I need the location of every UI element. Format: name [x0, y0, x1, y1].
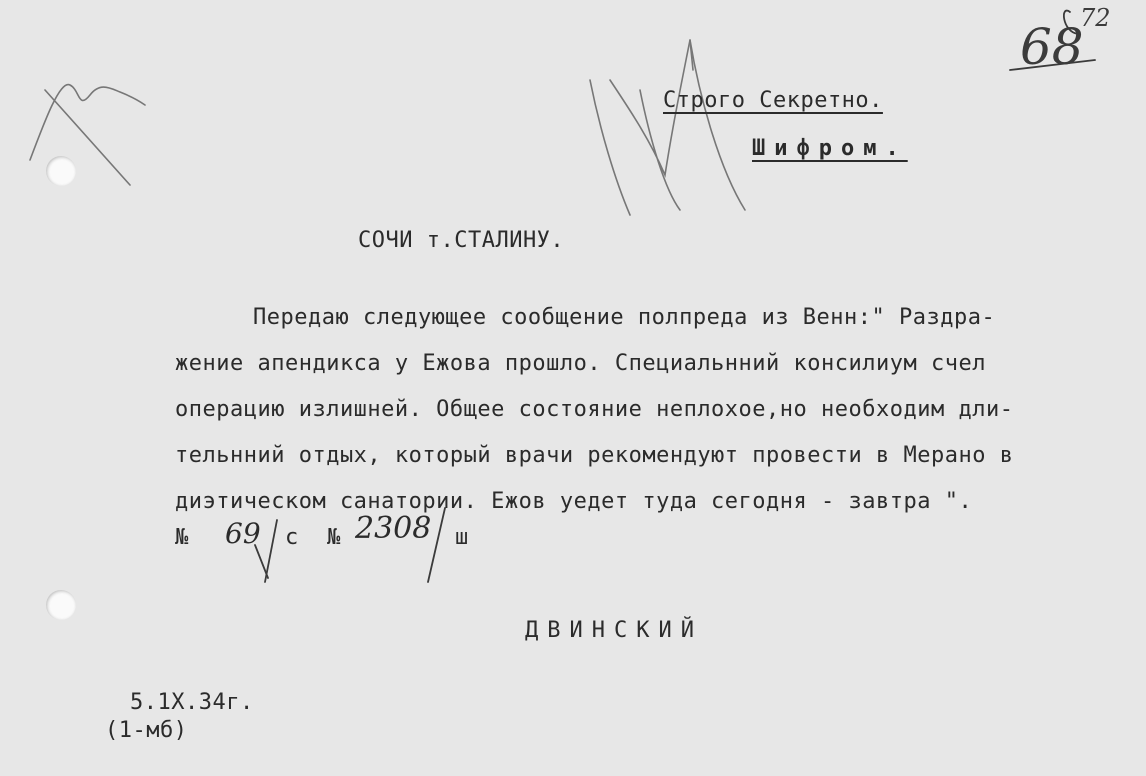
body-line: операцию излишней. Общее состояние неплохое,но необходим дли-	[175, 397, 1014, 422]
ref-first-number: 69	[225, 517, 261, 550]
copy-note: (1-мб)	[105, 718, 188, 743]
signature: ДВИНСКИЙ	[525, 618, 703, 643]
ref-no-prefix: №	[327, 525, 341, 550]
ref-no-prefix: №	[175, 525, 189, 550]
body-line: диэтическом санатории. Ежов уедет туда сегодня - завтра ".	[175, 489, 973, 514]
body-line: Передаю следующее сообщение полпреда из Венн:" Раздра-	[253, 305, 996, 330]
ref-first-suffix: с	[285, 525, 299, 550]
pencil-stroke-left	[45, 90, 130, 185]
message-body	[175, 295, 1013, 525]
ref-slash-1b	[265, 520, 277, 582]
method-header: Шифром.	[752, 136, 908, 161]
addressee-line: СОЧИ т.СТАЛИНУ.	[358, 228, 565, 253]
pencil-scribble-top-left	[30, 85, 145, 160]
reference-numbers	[175, 511, 469, 550]
page-number-struck: 68	[1020, 18, 1084, 76]
date: 5.1X.34г.	[130, 690, 254, 715]
classification-header: Строго Секретно.	[663, 88, 883, 113]
body-line: жение апендикса у Ежова прошло. Специальнний консилиум счел	[175, 351, 986, 376]
ref-second-number: 2308	[355, 511, 432, 546]
page-number-current: 72	[1080, 4, 1111, 32]
pencil-scribble-center	[590, 40, 745, 215]
body-line: тельнний отдых, который врачи рекомендуют провести в Мерано в	[175, 443, 1014, 468]
ref-second-suffix: ш	[455, 525, 469, 550]
